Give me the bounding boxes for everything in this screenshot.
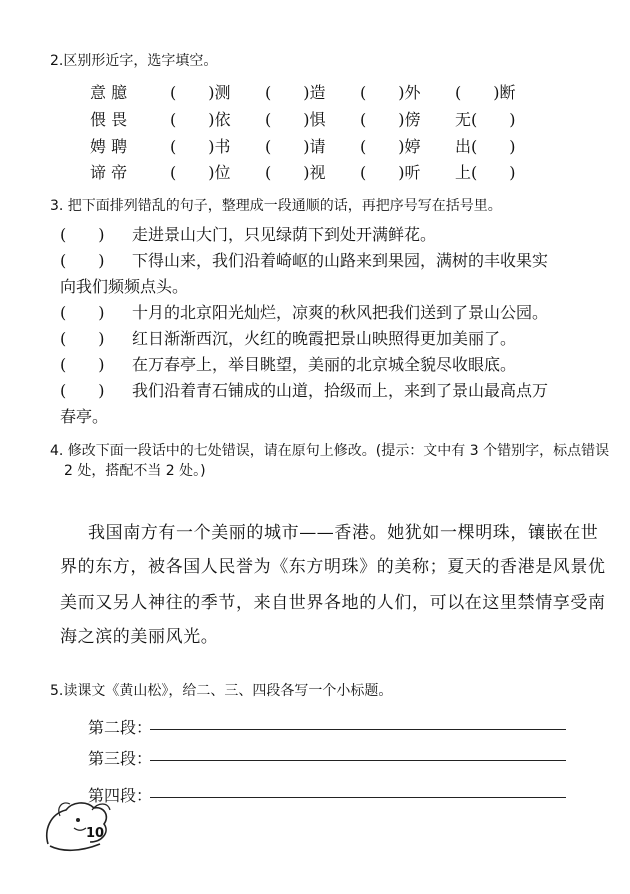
sentence-line: 走进景山大门，只见绿荫下到处开满鲜花。 [132,225,437,244]
fill-blank[interactable]: 无( ) [455,110,516,129]
fill-blank[interactable]: ( )造 [265,83,326,102]
q4-heading: 4. 修改下面一段话中的七处错误，请在原句上修改。(提示：文中有 3 个错别字，标点错误 [50,443,610,459]
order-bracket[interactable]: ( ) [60,251,105,270]
sentence-line: 十月的北京阳光灿烂，凉爽的秋风把我们送到了景山公园。 [132,303,549,322]
page-number-badge [40,786,120,856]
fill-blank[interactable]: ( )外 [360,83,421,102]
order-bracket[interactable]: ( ) [60,329,105,348]
paragraph-line: 海之滨的美丽风光。 [60,627,219,647]
fill-blank[interactable]: ( )听 [360,163,421,182]
fill-blank[interactable]: ( )书 [170,137,231,156]
char-pair: 娉 聘 [90,137,128,156]
sentence-line: 在万春亭上，举目眺望，美丽的北京城全貌尽收眼底。 [132,355,517,374]
fill-blank[interactable]: ( )断 [455,83,516,102]
answer-line[interactable] [150,797,566,798]
fill-blank[interactable]: 上( ) [455,163,516,182]
sentence-line: 春亭。 [60,407,109,426]
fill-blank[interactable]: ( )测 [170,83,231,102]
answer-line[interactable] [150,760,566,761]
char-pair: 意 臆 [90,83,128,102]
q2-heading: 2.区别形近字，选字填空。 [50,53,218,69]
q3-heading: 3. 把下面排列错乱的句子，整理成一段通顺的话，再把序号写在括号里。 [50,198,502,214]
order-bracket[interactable]: ( ) [60,355,105,374]
order-bracket[interactable]: ( ) [60,303,105,322]
fill-blank[interactable]: ( )惧 [265,110,326,129]
section-label: 第三段： [88,749,153,768]
q4-heading-cont: 2 处，搭配不当 2 处。) [64,463,206,479]
fill-blank[interactable]: ( )视 [265,163,326,182]
paragraph-line: 界的东方，被各国人民誉为《东方明珠》的美称；夏天的香港是风景优 [60,557,606,577]
fill-blank[interactable]: ( )位 [170,163,231,182]
fill-blank[interactable]: ( )依 [170,110,231,129]
paragraph-line: 我国南方有一个美丽的城市——香港。她犹如一棵明珠，镶嵌在世 [88,523,599,543]
char-pair: 偎 畏 [90,110,128,129]
fill-blank[interactable]: ( )傍 [360,110,421,129]
squirrel-mascot-icon [40,786,120,856]
fill-blank[interactable]: ( )请 [265,137,326,156]
answer-line[interactable] [150,729,566,730]
sentence-line: 红日渐渐西沉，火红的晚霞把景山映照得更加美丽了。 [132,329,517,348]
fill-blank[interactable]: 出( ) [455,137,516,156]
sentence-line: 我们沿着青石铺成的山道，拾级而上，来到了景山最高点万 [132,381,549,400]
fill-blank[interactable]: ( )婷 [360,137,421,156]
section-label: 第四段： [88,786,153,805]
paragraph-line: 美而又另人神往的季节，来自世界各地的人们，可以在这里禁情享受南 [60,593,606,613]
q5-heading: 5.读课文《黄山松》，给二、三、四段各写一个小标题。 [50,683,393,699]
order-bracket[interactable]: ( ) [60,225,105,244]
char-pair: 谛 帝 [90,163,128,182]
order-bracket[interactable]: ( ) [60,381,105,400]
sentence-line: 向我们频频点头。 [60,277,189,296]
page-number: 10 [86,826,105,841]
section-label: 第二段： [88,718,153,737]
sentence-line: 下得山来，我们沿着崎岖的山路来到果园，满树的丰收果实 [132,251,549,270]
